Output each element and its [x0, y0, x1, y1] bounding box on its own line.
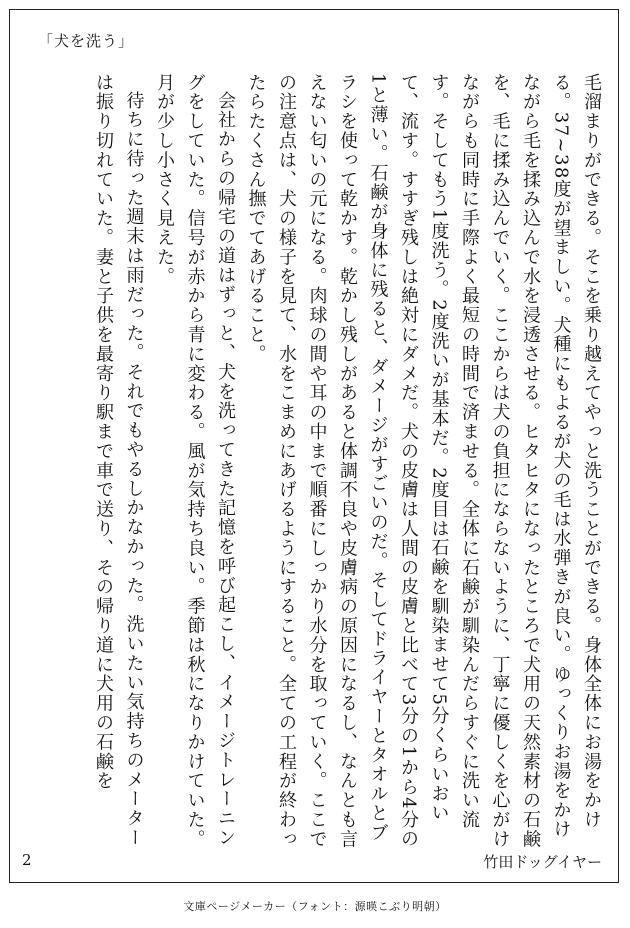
author-name: 竹田ドッグイヤー — [483, 853, 602, 871]
paragraph-2: 会社からの帰宅の道はずっと、犬を洗ってきた記憶を呼び起こし、イメージトレーニングをしていた。信号が赤から青に変わる。風が気持ち良い。季節は秋になりかけていた。月が少し小さく見えた。 — [154, 73, 236, 849]
page-frame — [9, 9, 619, 883]
footer-credit: 文庫ページメーカー（フォント：源暎こぶり明朝） — [183, 900, 447, 913]
page-number: 2 — [22, 851, 32, 869]
paragraph-1: 毛溜まりができる。そこを乗り越えてやっと洗うことができる。身体全体にお湯をかける。37~38度が望ましい。犬種にもよるが犬の毛は水弾きが良い。ゆっくりお湯をかけながら毛を揉み込んで水を浸透させる。ヒタヒタになったところで犬用の天然素材の石鹸を、毛に揉み込んでいく。ここからは犬の負担にならないように、丁寧に優しくを心がけながらも同時に手際よく最短の時間で済ませる。全体に石鹸が馴染んだらすぐに洗い流す。そしてもう1度洗う。2度洗いが基本だ。2度目は石鹸を馴染ませて5分くらいおいて、流す。すすぎ残しは絶対にダメだ。犬の皮膚は人間の皮膚と比べて3分の1から4分の1と薄い。石鹸が身体に残ると、ダメージがすごいのだ。そしてドライヤーとタオルとブラシを使って乾かす。乾かし残しがあると体調不良や皮膚病の原因になるし、なんとも言えない匂いの元になる。肉球の間や耳の中まで順番にしっかり水分を取っていく。ここでの注意点は、犬の様子を見て、水をこまめにあげるようにすること。全ての工程が終わったらたくさん撫でてあげること。 — [245, 73, 602, 849]
paragraph-3: 待ちに待った週末は雨だった。それでもやるしかなかった。洗いたい気持ちのメーターは振り切れていた。妻と子供を最寄り駅まで車で送り、その帰り道に犬用の石鹸を — [93, 73, 145, 848]
running-title: 「犬を洗う」 — [38, 32, 135, 50]
body-text — [93, 73, 606, 857]
